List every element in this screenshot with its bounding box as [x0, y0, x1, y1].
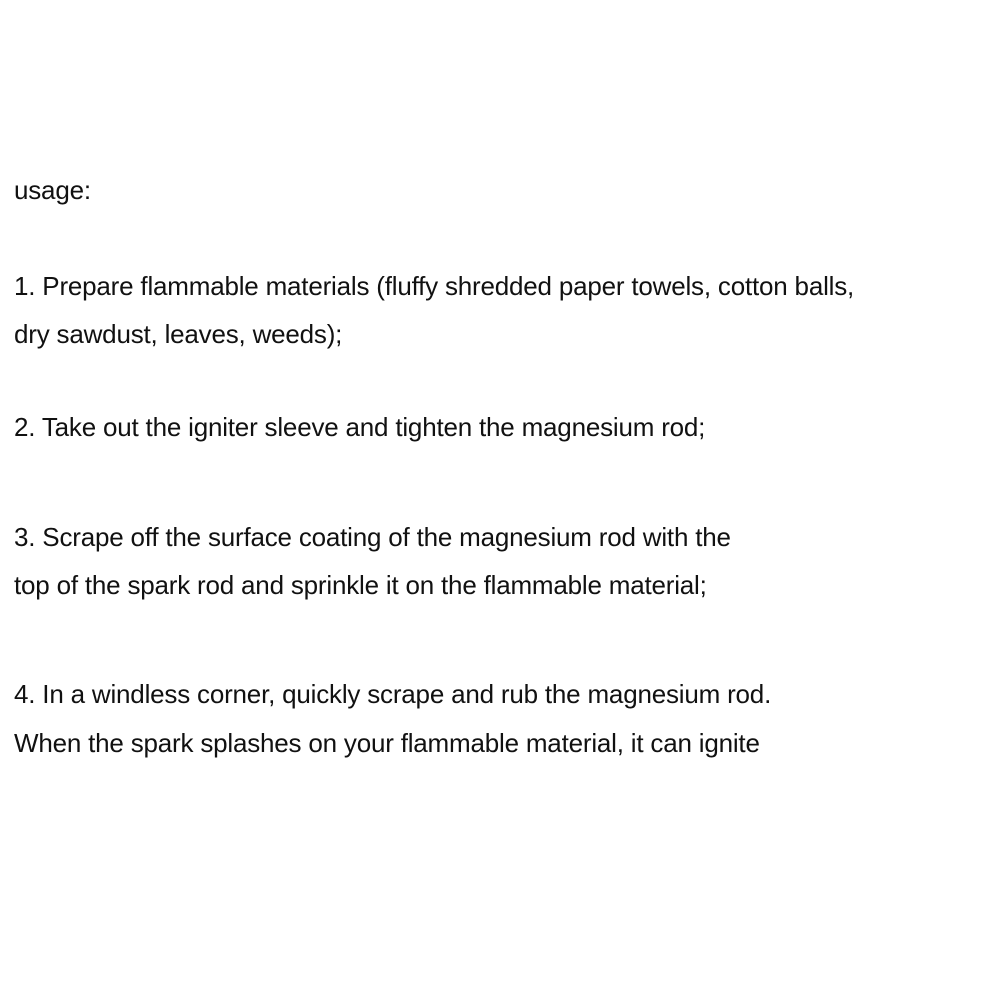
step-1-line-1: 1. Prepare flammable materials (fluffy shredded paper towels, cotton balls, [14, 271, 855, 301]
step-1-line-2: dry sawdust, leaves, weeds); [14, 319, 343, 349]
step-4-line-2: When the spark splashes on your flammable material, it can ignite [14, 728, 760, 758]
step-2-line-1: 2. Take out the igniter sleeve and tighten the magnesium rod; [14, 412, 706, 442]
step-3-line-2: top of the spark rod and sprinkle it on the flammable material; [14, 570, 707, 600]
step-3-line-1: 3. Scrape off the surface coating of the magnesium rod with the [14, 522, 731, 552]
usage-heading: usage: [14, 175, 91, 205]
step-4-line-1: 4. In a windless corner, quickly scrape and rub the magnesium rod. [14, 679, 772, 709]
